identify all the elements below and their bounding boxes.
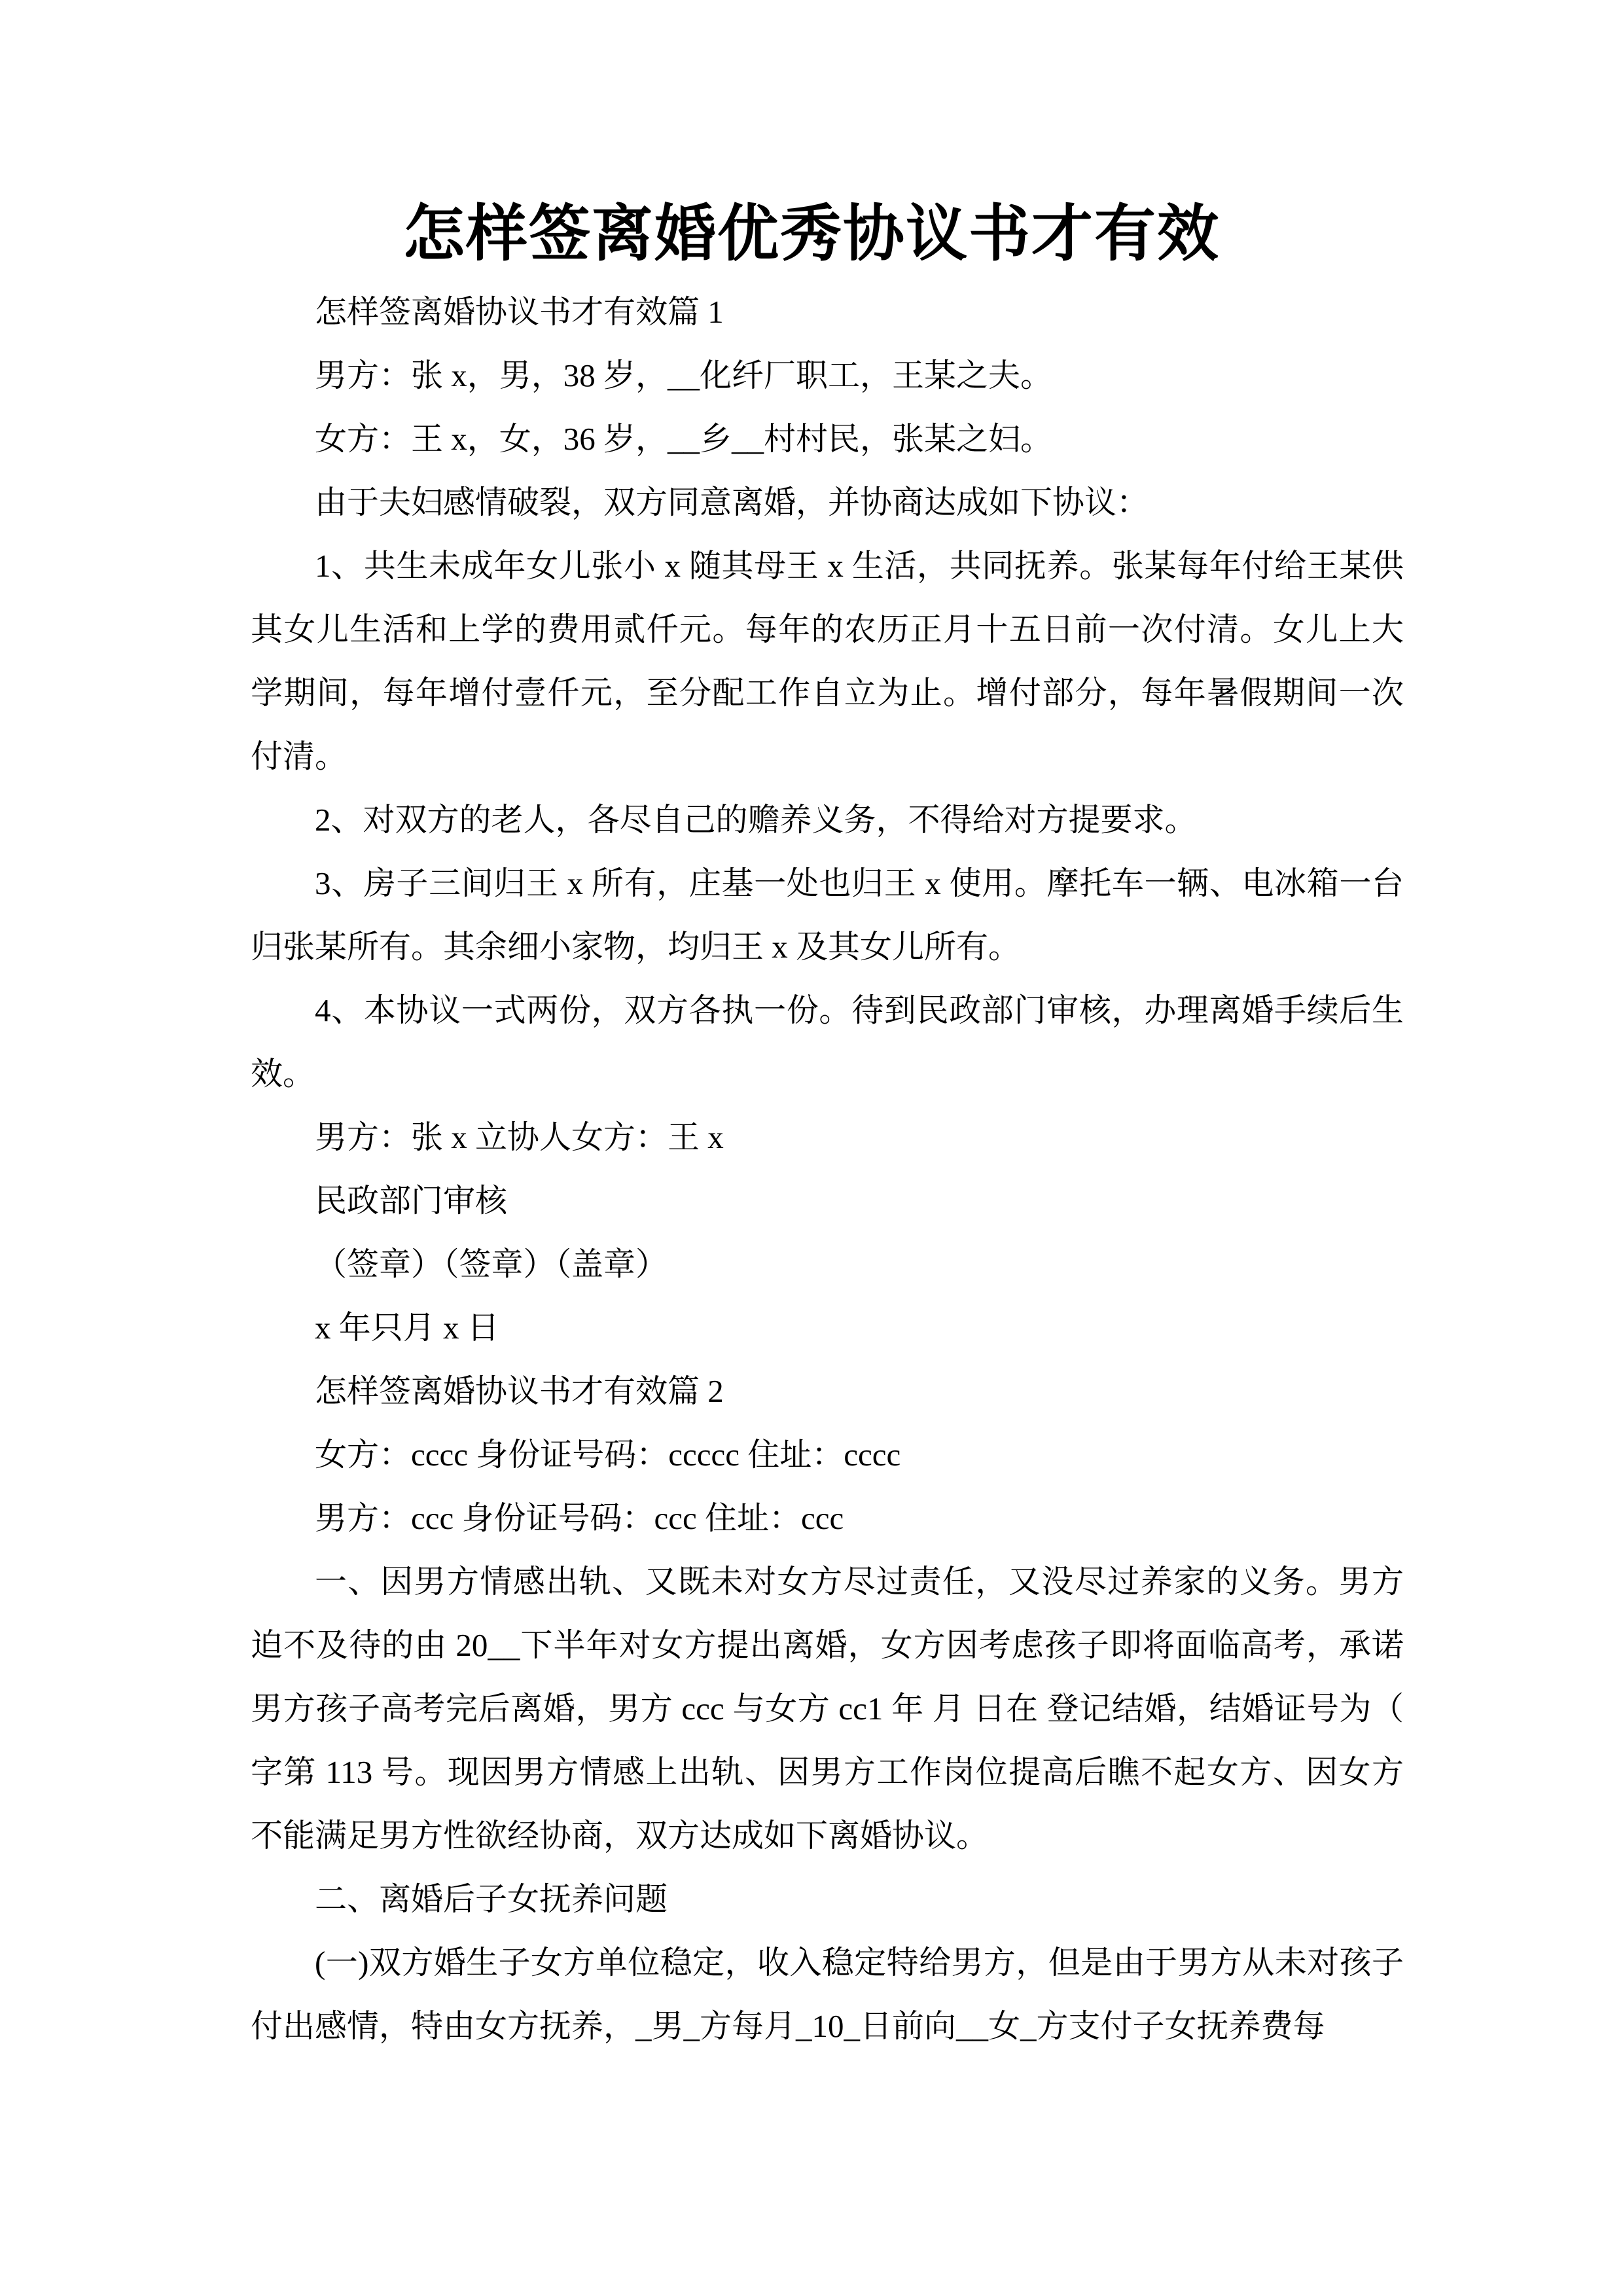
paragraph-date: x 年只月 x 日 (315, 1310, 499, 1346)
paragraph-article-2-heading: 二、离婚后子女抚养问题 (315, 1881, 668, 1917)
paragraph-wife-info: 女方：王 x，女，36 岁，__乡__村村民，张某之妇。 (315, 421, 1053, 457)
paragraph-article-1: 一、因男方情感出轨、又既未对女方尽过责任，又没尽过养家的义务。男方迫不及待的由 20__下半年对女方提出离婚，女方因考虑孩子即将面临高考，承诺男方孩子高考完后离婚，男方 ccc 与女方 cc1 年 月 日在 登记结婚，结婚证号为（ 字第 113 号。现因男方情感上出轨、因男方工作岗位提高后瞧不起女方、因女方不能满足男方性欲经协商，双方达成如下离婚协议。 (251, 1564, 1404, 1854)
document-title: 怎样签离婚优秀协议书才有效 (402, 200, 1220, 268)
paragraph-seals: （签章）（签章）（盖章） (315, 1246, 668, 1282)
paragraph-section1-heading: 怎样签离婚协议书才有效篇 1 (315, 294, 724, 330)
paragraph-husband-info: 男方：张 x，男，38 岁，__化纤厂职工，王某之夫。 (315, 357, 1053, 393)
paragraph-clause-3: 3、房子三间归王 x 所有，庄基一处也归王 x 使用。摩托车一辆、电冰箱一台归张某所有。其余细小家物，均归王 x 及其女儿所有。 (251, 865, 1404, 965)
paragraph-clause-1: 1、共生未成年女儿张小 x 随其母王 x 生活，共同抚养。张某每年付给王某供其女儿生活和上学的费用贰仟元。每年的农历正月十五日前一次付清。女儿上大学期间，每年增付壹仟元，至分配工作自立为止。增付部分，每年暑假期间一次付清。 (251, 548, 1404, 774)
paragraph-civil-affairs-review: 民政部门审核 (315, 1183, 508, 1219)
paragraph-wife-id-info: 女方：cccc 身份证号码：ccccc 住址：cccc (315, 1437, 901, 1473)
paragraph-husband-id-info: 男方：ccc 身份证号码：ccc 住址：ccc (315, 1500, 844, 1536)
paragraph-signature-parties: 男方：张 x 立协人女方：王 x (315, 1119, 724, 1155)
paragraph-section2-heading: 怎样签离婚协议书才有效篇 2 (315, 1373, 724, 1409)
document-body (251, 280, 1404, 2058)
paragraph-clause-2: 2、对双方的老人，各尽自己的赡养义务，不得给对方提要求。 (315, 802, 1197, 838)
paragraph-preamble: 由于夫妇感情破裂，双方同意离婚，并协商达成如下协议： (315, 484, 1149, 520)
paragraph-article-2-item-1: (一)双方婚生子女方单位稳定，收入稳定特给男方，但是由于男方从未对孩子付出感情，特由女方抚养，_男_方每月_10_日前向__女_方支付子女抚养费每 (251, 1945, 1404, 2044)
paragraph-clause-4: 4、本协议一式两份，双方各执一份。待到民政部门审核，办理离婚手续后生效。 (251, 992, 1404, 1092)
